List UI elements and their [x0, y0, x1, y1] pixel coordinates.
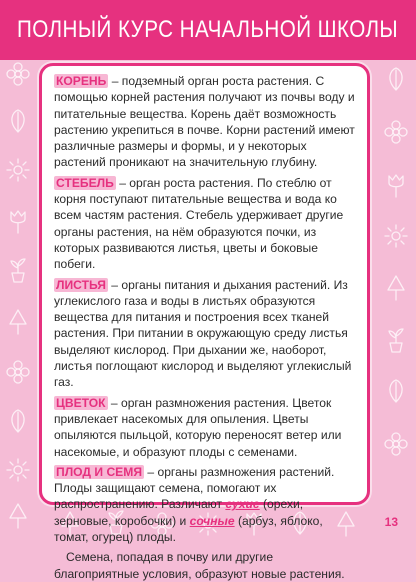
leaf-icon — [12, 110, 24, 132]
definition-leaves: – органы питания и дыхания растений. Из углекислого газа и воды в листьях образуются вещества для питания и построения всех тканей растения. При питании в окружающую среду листья выделяют кислород. При дыхании же, наоборот, листья поглощают кислород и выделяют углекислый газ. — [54, 277, 352, 390]
tree-icon — [388, 276, 404, 300]
definition-stem: – орган роста растения. По стеблю от корня поступают питательные вещества и вода ко всем частям растения. Стебель удерживает другие органы растения, на нём образуются почки, из которых развиваются листья, цветы и боковые побеги. — [54, 175, 344, 272]
highlight-dry: сухие — [225, 497, 260, 512]
section-root — [54, 73, 357, 171]
term-leaves: ЛИСТЬЯ — [56, 277, 106, 292]
flower-icon — [7, 361, 29, 383]
tulip-icon — [11, 211, 25, 233]
highlight-juicy: сочные — [189, 513, 235, 528]
section-leaves — [54, 277, 357, 391]
sun-flower-icon — [385, 225, 407, 247]
tree-icon — [10, 310, 26, 334]
leaf-icon — [390, 68, 402, 90]
leaf-icon — [12, 410, 24, 432]
leaf-icon — [390, 380, 402, 402]
flower-icon — [7, 63, 29, 85]
term-root: КОРЕНЬ — [56, 74, 107, 88]
flower-icon — [385, 121, 407, 143]
definition-fruit-seed-2: (орехи, зерновые, коробочки) и — [54, 497, 304, 528]
sun-flower-icon — [7, 159, 29, 181]
section-stem — [54, 175, 357, 273]
content-card — [39, 63, 370, 581]
tree-icon — [10, 504, 26, 528]
closing-paragraph: Семена, попадая в почву или другие благоприятные условия, образуют новые растения. — [54, 550, 345, 581]
sun-flower-icon — [7, 459, 29, 481]
flower-icon — [385, 433, 407, 455]
term-fruit-seed: ПЛОД И СЕМЯ — [56, 464, 143, 479]
definition-fruit-seed-1: – органы размножения растений. Плоды защищают семена, помогают их распространению. Различают — [54, 464, 335, 512]
page-header — [0, 0, 416, 60]
definition-fruit-seed-3: (арбуз, яблоко, томат, огурец) плоды. — [54, 513, 323, 545]
section-fruit-seed — [54, 464, 357, 545]
term-stem: СТЕБЕЛЬ — [56, 175, 114, 190]
term-flower: ЦВЕТОК — [56, 395, 106, 410]
definition-root: – подземный орган роста растения. С помощью корней растения получают из почвы воду и питательные вещества. Корень даёт возможность растению укрепиться в почве. Корни растений имеют различные размеры и формы, и у некоторых растений проникают на значительную глубину. — [54, 74, 355, 170]
tulip-icon — [389, 175, 403, 197]
pot-plant-icon — [389, 329, 403, 352]
page-number: 13 — [384, 515, 398, 529]
section-flower — [54, 395, 357, 460]
definition-flower: – орган размножения растения. Цветок привлекает насекомых для опыления. Цветы опыляются пыльцой, которую переносят ветер или насекомые, и образуют плоды с семенами. — [54, 395, 342, 459]
page-title: ПОЛНЫЙ КУРС НАЧАЛЬНОЙ ШКОЛЫ — [17, 16, 399, 43]
pot-plant-icon — [11, 259, 25, 282]
